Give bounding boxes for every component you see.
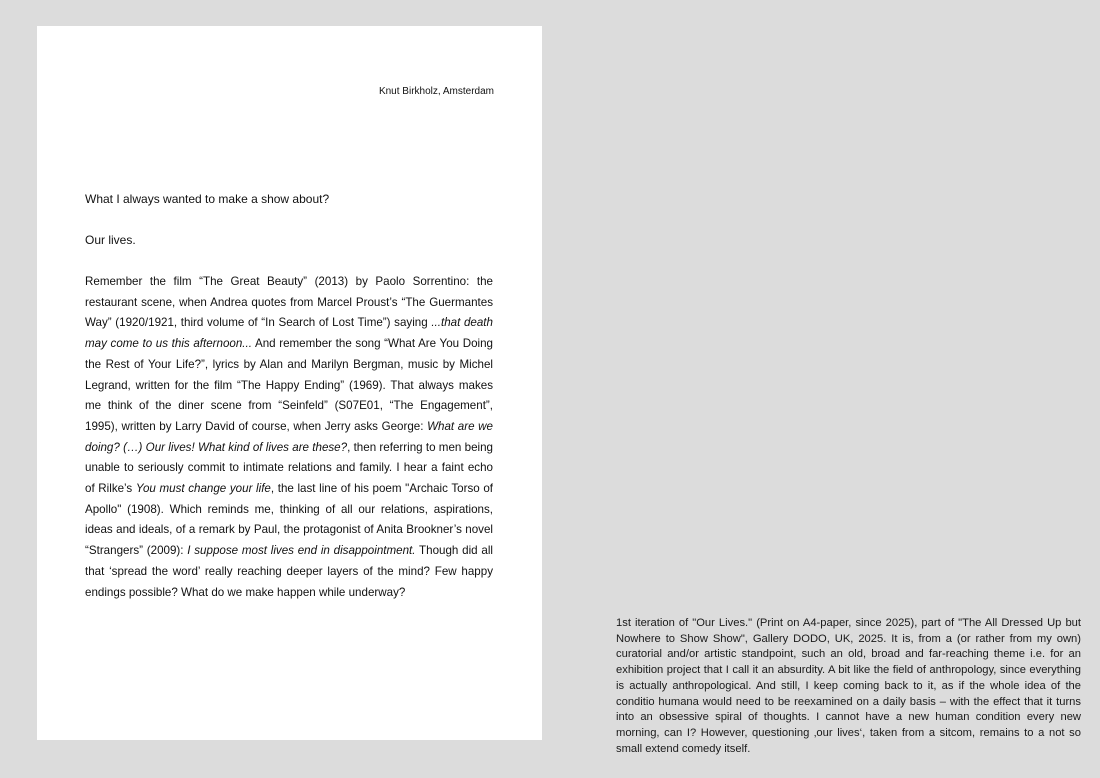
document-page (37, 26, 542, 740)
answer-line: Our lives. (85, 233, 136, 247)
body-segment: And remember the song “What Are You Doing the Rest of Your Life?”, lyrics by Alan and Marilyn Bergman, music by Michel Legrand, written for the film “The Happy Ending” (1969). That always makes me think of the diner scene from “Seinfeld” (S07E01, “The Engagement”, 1995), written by Larry David of course, when Jerry asks George: (85, 337, 494, 433)
author-line: Knut Birkholz, Amsterdam (378, 86, 494, 97)
body-quote-brookner: I suppose most lives end in disappointment. (187, 544, 416, 558)
body-segment: , then referring to men being unable to seriously commit to intimate relations and family. I hear a faint echo of Rilke’s (85, 440, 494, 496)
caption-text: 1st iteration of "Our Lives." (Print on A4-paper, since 2025), part of "The All Dressed Up but Nowhere to Show Show", Gallery DODO, UK, 2025. It is, from a (or rather from my own) curatorial and/or artistic standpoint, such an old, broad and far-reaching theme i.e. for an exhibition project that I call it an absurdity. A bit like the field of anthropology, since everything is actually anthropological. And still, I keep coming back to it, as if the whole idea of the conditio humana would need to be reexamined on a daily basis – with the effect that it turns into an obsessive spiral of thoughts. I cannot have a new human condition every new morning, can I? However, questioning ‚our lives‘, taken from a sitcom, remains to a not so small extend comedy itself. (616, 617, 1081, 755)
body-paragraph (85, 272, 493, 603)
body-quote-proust: ...that death may come to us this afternoon... (85, 316, 493, 351)
body-quote-seinfeld: What are we doing? (…) Our lives! What kind of lives are these? (85, 419, 493, 454)
body-segment: Though did all that ‘spread the word’ really reaching deeper layers of the mind? Few happy endings possible? What do we make happen while underway? (85, 544, 493, 599)
body-segment: , the last line of his poem "Archaic Torso of Apollo" (1908). Which reminds me, thinking of all our relations, aspirations, ideas and ideals, of a remark by Paul, the protagonist of Anita Brookner’s novel “Strangers” (2009): (85, 482, 493, 558)
body-quote-rilke: You must change your life (135, 482, 271, 496)
question-heading: What I always wanted to make a show about? (85, 192, 330, 206)
body-segment: Remember the film “The Great Beauty” (2013) by Paolo Sorrentino: the restaurant scene, when Andrea quotes from Marcel Proust’s “The Guermantes Way” (1920/1921, third volume of “In Search of Lost Time”) saying (85, 275, 493, 330)
